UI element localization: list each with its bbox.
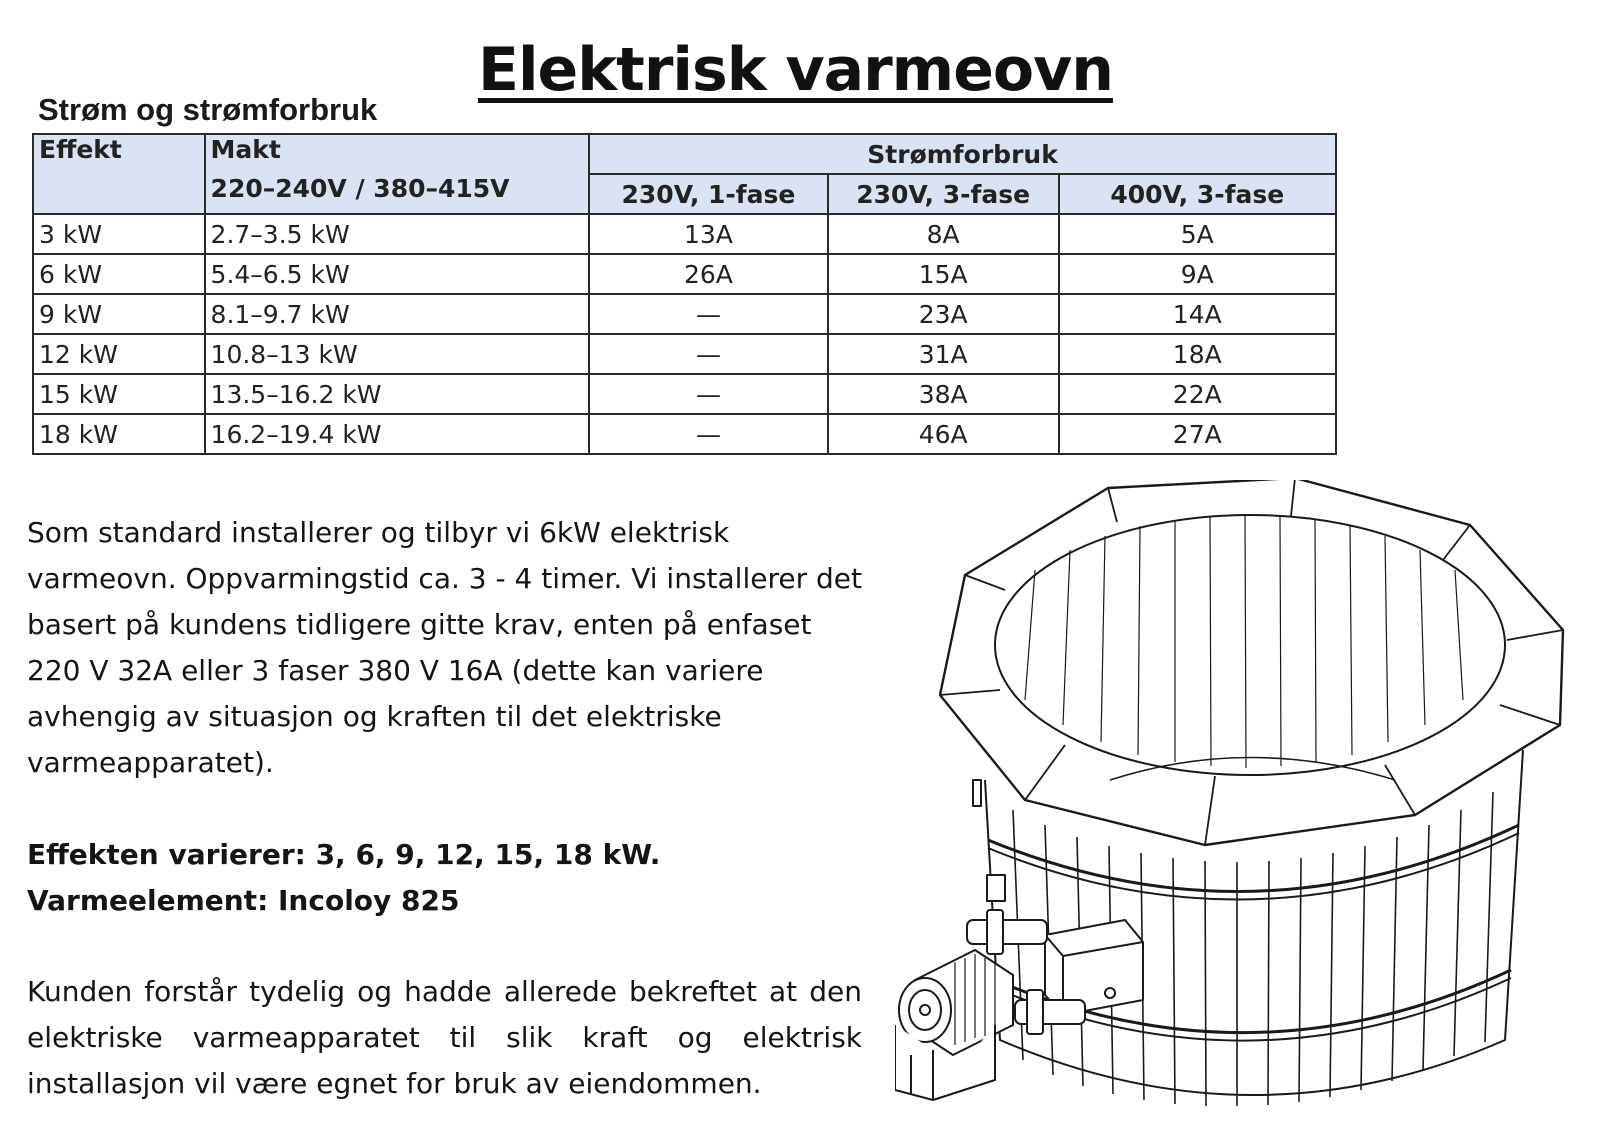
cell-230v-3-phase: 8A	[828, 214, 1059, 254]
cell-effekt: 18 kW	[33, 414, 205, 454]
table-row	[33, 374, 1336, 414]
cell-makt: 16.2–19.4 kW	[205, 414, 590, 454]
header-230v-3-phase: 230V, 3-fase	[828, 174, 1059, 214]
cell-230v-3-phase: 23A	[828, 294, 1059, 334]
table-row	[33, 214, 1336, 254]
cell-230v-1-phase: —	[589, 334, 828, 374]
power-consumption-table	[32, 133, 1337, 455]
hot-tub-icon	[895, 480, 1595, 1120]
customer-paragraph: Kunden forstår tydelig og hadde allerede bekreftet at den elektriske varmeapparatet til slik kraft og elektrisk installasjon vil være egnet for bruk av eiendommen.	[27, 975, 862, 1100]
spec-effect: Effekten varierer: 3, 6, 9, 12, 15, 18 kW.	[27, 838, 661, 871]
spec-element: Varmeelement: Incoloy 825	[27, 884, 460, 917]
cell-makt: 10.8–13 kW	[205, 334, 590, 374]
cell-effekt: 3 kW	[33, 214, 205, 254]
cell-effekt: 6 kW	[33, 254, 205, 294]
cell-230v-1-phase: —	[589, 374, 828, 414]
cell-230v-3-phase: 31A	[828, 334, 1059, 374]
cell-makt: 5.4–6.5 kW	[205, 254, 590, 294]
cell-400v-3-phase: 9A	[1059, 254, 1336, 294]
cell-400v-3-phase: 5A	[1059, 214, 1336, 254]
page-title: Elektrisk varmeovn	[478, 35, 1113, 105]
cell-230v-3-phase: 38A	[828, 374, 1059, 414]
header-makt-voltage: 220–240V / 380–415V	[210, 174, 510, 203]
header-makt	[205, 134, 590, 214]
cell-400v-3-phase: 27A	[1059, 414, 1336, 454]
cell-230v-1-phase: —	[589, 414, 828, 454]
table-row	[33, 254, 1336, 294]
header-230v-1-phase: 230V, 1-fase	[589, 174, 828, 214]
table-row	[33, 334, 1336, 374]
table-row	[33, 414, 1336, 454]
cell-230v-1-phase: 13A	[589, 214, 828, 254]
table-caption: Strøm og strømforbruk	[38, 92, 378, 127]
cell-230v-3-phase: 46A	[828, 414, 1059, 454]
cell-makt: 8.1–9.7 kW	[205, 294, 590, 334]
header-consumption: Strømforbruk	[589, 134, 1336, 174]
spec-block	[27, 832, 862, 924]
cell-effekt: 12 kW	[33, 334, 205, 374]
cell-effekt: 9 kW	[33, 294, 205, 334]
cell-230v-1-phase: —	[589, 294, 828, 334]
cell-230v-1-phase: 26A	[589, 254, 828, 294]
intro-paragraph: Som standard installerer og tilbyr vi 6kW elektrisk varmeovn. Oppvarmingstid ca. 3 - 4 timer. Vi installerer det basert på kundens tidligere gitte krav, enten på enfaset 220 V 32A eller 3 faser 380 V 16A (dette kan variere avhengig av situasjon og kraften til det elektriske varmeapparatet).	[27, 516, 862, 779]
cell-400v-3-phase: 22A	[1059, 374, 1336, 414]
cell-makt: 13.5–16.2 kW	[205, 374, 590, 414]
header-makt-label: Makt	[210, 135, 281, 164]
cell-400v-3-phase: 14A	[1059, 294, 1336, 334]
table-row	[33, 294, 1336, 334]
cell-230v-3-phase: 15A	[828, 254, 1059, 294]
header-400v-3-phase: 400V, 3-fase	[1059, 174, 1336, 214]
cell-400v-3-phase: 18A	[1059, 334, 1336, 374]
cell-makt: 2.7–3.5 kW	[205, 214, 590, 254]
cell-effekt: 15 kW	[33, 374, 205, 414]
header-effekt: Effekt	[33, 134, 205, 214]
